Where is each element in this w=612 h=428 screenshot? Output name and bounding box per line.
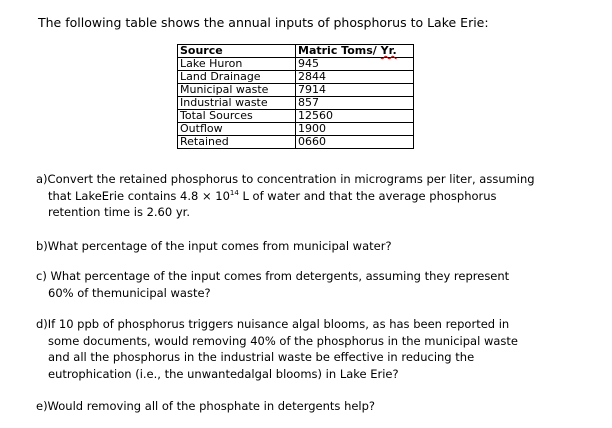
phosphorus-table [177,44,414,149]
header-value-prefix: Matric Toms/ [298,44,381,57]
row-source: Industrial waste [178,97,296,110]
table-row [178,58,414,71]
row-value: 857 [296,97,414,110]
header-value-unit: Yr. [380,44,397,57]
table-header-row [178,45,414,58]
question-c-line1: c) What percentage of the input comes from detergents, assuming they represent [36,269,510,283]
row-value: 2844 [296,71,414,84]
row-source: Total Sources [178,110,296,123]
table-row [178,71,414,84]
intro-text: The following table shows the annual inputs of phosphorus to Lake Erie: [38,15,489,30]
question-d [36,316,556,382]
table-row [178,84,414,97]
header-value [296,45,414,58]
row-source: Retained [178,136,296,149]
question-a-line2-post: L of water and that the average phosphorus [238,188,497,203]
question-b [36,238,556,255]
question-d-line1: d)If 10 ppb of phosphorus triggers nuisance algal blooms, as has been reported in [36,317,510,331]
question-d-line2: some documents, would removing 40% of the phosphorus in the municipal waste [48,333,518,348]
question-a-line1: a)Convert the retained phosphorus to concentration in micrograms per liter, assuming [36,172,535,186]
question-d-line4: eutrophication (i.e., the unwantedalgal blooms) in Lake Erie? [48,366,399,381]
row-value: 12560 [296,110,414,123]
question-d-line3: and all the phosphorus in the industrial waste be effective in reducing the [48,350,475,364]
question-b-line1: b)What percentage of the input comes from municipal water? [36,239,392,253]
table-row [178,110,414,123]
question-a-line2 [36,188,556,205]
question-a [36,171,556,221]
question-a-exponent: 14 [229,188,239,197]
row-source: Lake Huron [178,58,296,71]
table-row [178,123,414,136]
row-value: 7914 [296,84,414,97]
row-value: 0660 [296,136,414,149]
table-row [178,136,414,149]
question-e [36,398,556,415]
row-source: Municipal waste [178,84,296,97]
question-c [36,268,556,301]
header-source: Source [178,45,296,58]
row-value: 945 [296,58,414,71]
table-row [178,97,414,110]
row-source: Outflow [178,123,296,136]
row-value: 1900 [296,123,414,136]
question-a-line3: retention time is 2.60 yr. [48,205,190,219]
question-c-line2: 60% of themunicipal waste? [48,285,211,300]
row-source: Land Drainage [178,71,296,84]
question-a-line2-pre: that LakeErie contains 4.8 × 10 [48,188,230,203]
question-e-line1: e)Would removing all of the phosphate in detergents help? [36,399,376,413]
